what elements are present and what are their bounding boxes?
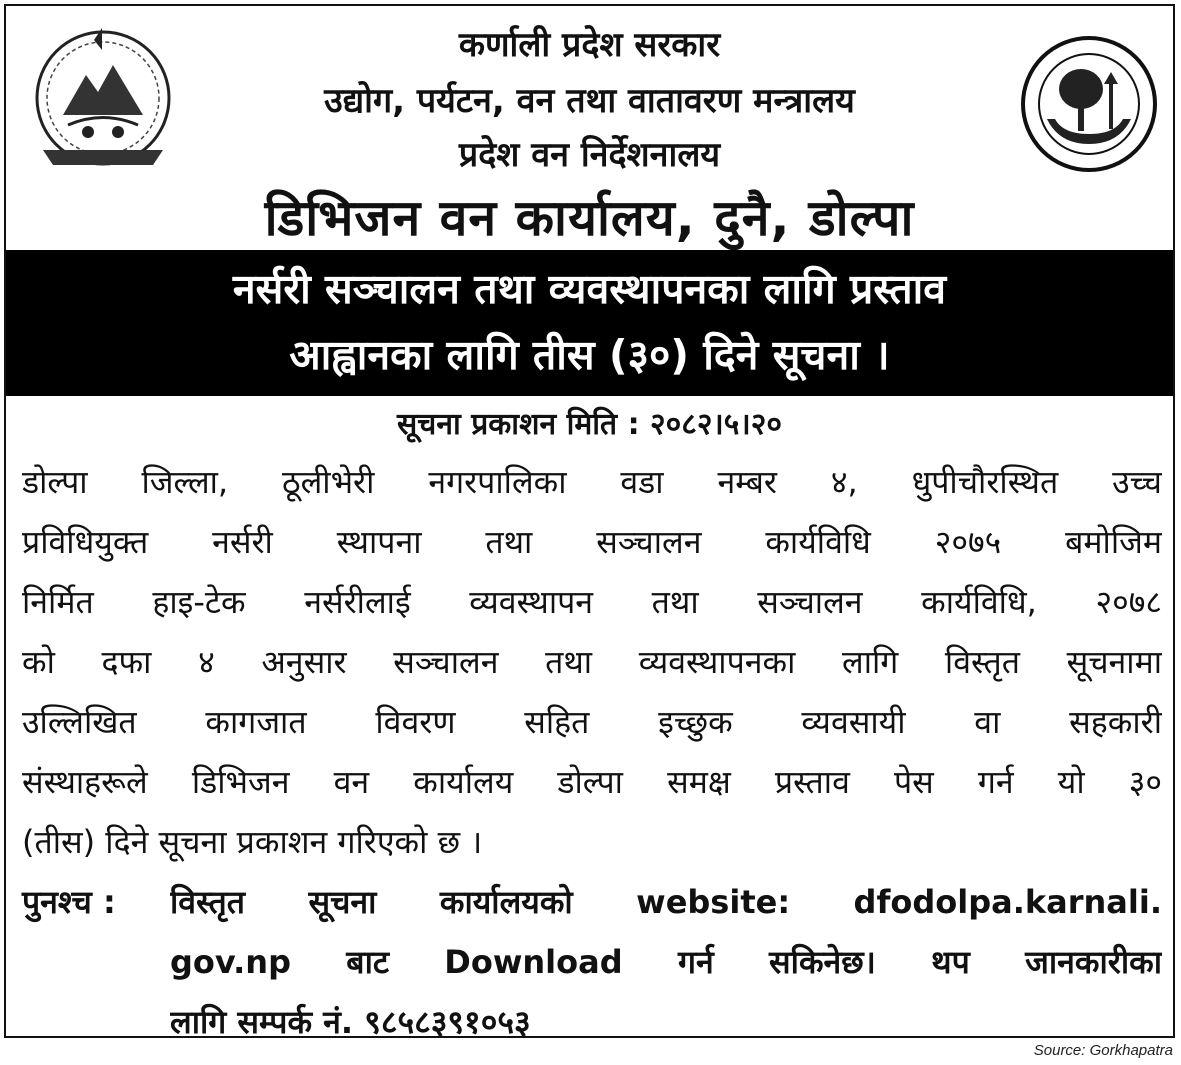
body-line: संस्थाहरूले डिभिजन वन कार्यालय डोल्पा समक्ष प्रस्ताव पेस गर्न यो ३० — [22, 763, 1162, 801]
banner-title-line-2: आह्वानका लागि तीस (३०) दिने सूचना । — [289, 331, 890, 379]
postscript-line: विस्तृत सूचना कार्यालयको website: dfodolpa.karnali. — [170, 883, 1162, 921]
province-government-heading: कर्णाली प्रदेश सरकार — [458, 25, 721, 65]
notice-frame — [4, 4, 1175, 1041]
postscript-line: लागि सम्पर्क नं. ९८५८३९१०५३ — [170, 1003, 531, 1041]
forest-department-logo-icon — [1019, 34, 1159, 174]
body-line: प्रविधियुक्त नर्सरी स्थापना तथा सञ्चालन कार्यविधि २०७५ बमोजिम — [22, 523, 1162, 561]
body-line: को दफा ४ अनुसार सञ्चालन तथा व्यवस्थापनका लागि विस्तृत सूचनामा — [22, 643, 1162, 681]
body-line: निर्मित हाइ-टेक नर्सरीलाई व्यवस्थापन तथा सञ्चालन कार्यविधि, २०७८ — [22, 583, 1162, 621]
publication-date: सूचना प्रकाशन मिति : २०८२।५।२० — [397, 407, 782, 442]
postscript — [22, 872, 1162, 1052]
postscript-line: gov.np बाट Download गर्न सकिनेछ। थप जानकारीका — [170, 943, 1162, 981]
ministry-heading: उद्योग, पर्यटन, वन तथा वातावरण मन्त्रालय — [324, 81, 855, 121]
directorate-heading: प्रदेश वन निर्देशनालय — [458, 135, 721, 175]
notice-body — [22, 452, 1162, 872]
notice-title-banner — [6, 250, 1173, 396]
postscript-label: पुनश्च : — [22, 883, 116, 921]
body-line: (तीस) दिने सूचना प्रकाशन गरिएको छ । — [22, 823, 483, 861]
source-credit: Source: Gorkhapatra — [1033, 1042, 1173, 1059]
body-line: डोल्पा जिल्ला, ठूलीभेरी नगरपालिका वडा नम्बर ४, धुपीचौरस्थित उच्च — [22, 463, 1162, 501]
banner-title-line-1: नर्सरी सञ्चालन तथा व्यवस्थापनका लागि प्रस्ताव — [232, 265, 947, 313]
notice-header — [6, 6, 1173, 246]
body-line: उल्लिखित कागजात विवरण सहित इच्छुक व्यवसायी वा सहकारी — [22, 703, 1162, 741]
office-heading: डिभिजन वन कार्यालय, दुनै, डोल्पा — [264, 189, 915, 247]
